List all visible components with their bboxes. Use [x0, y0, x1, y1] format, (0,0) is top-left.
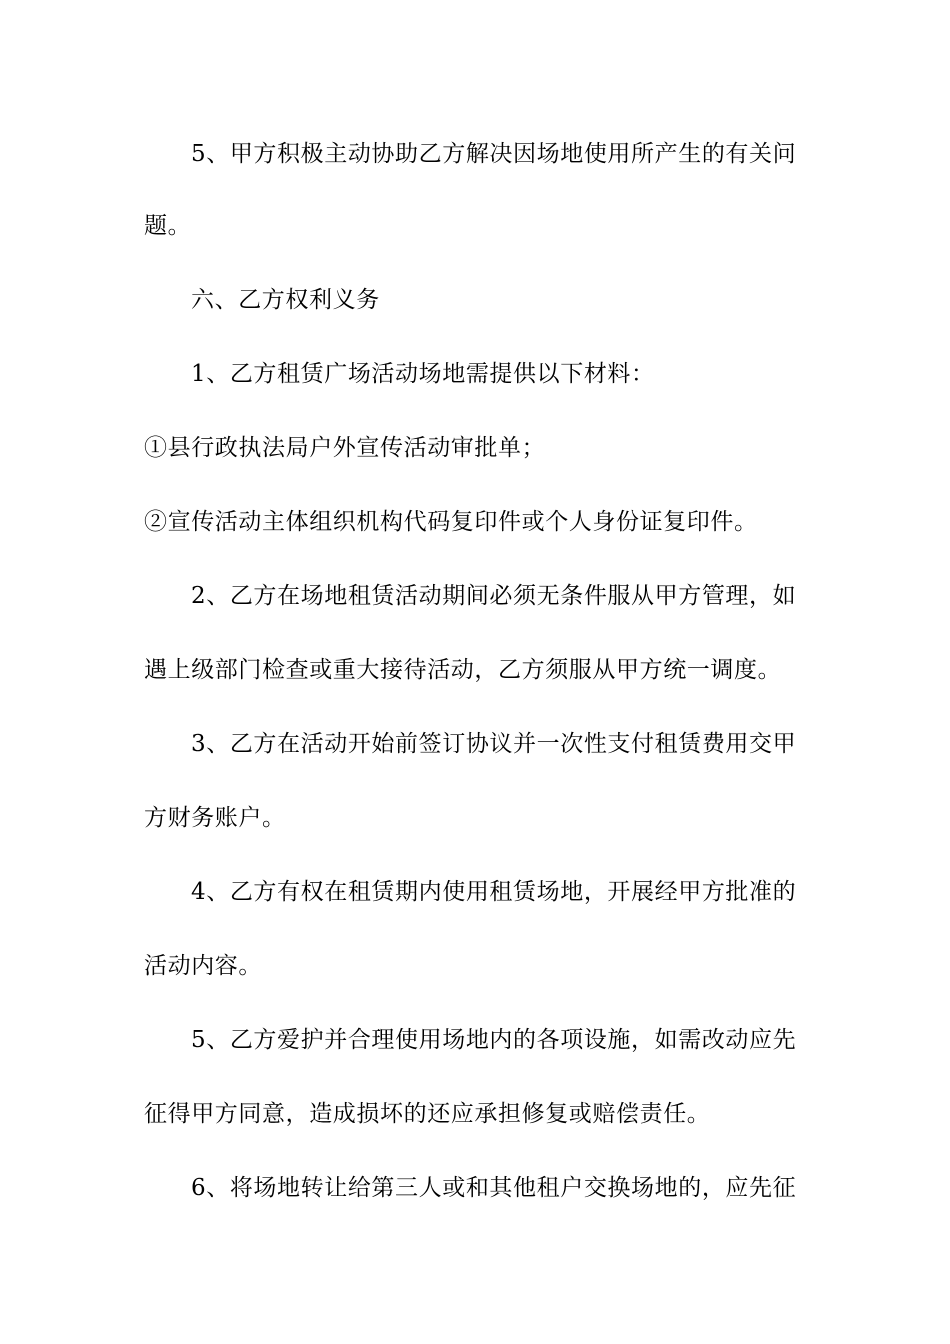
paragraph-line: 5、乙方爱护并合理使用场地内的各项设施，如需改动应先: [191, 1027, 797, 1053]
paragraph-line: 6、将场地转让给第三人或和其他租户交换场地的，应先征: [191, 1175, 797, 1201]
paragraph-line: 1、乙方租赁广场活动场地需提供以下材料：: [191, 361, 655, 387]
section-heading: 六、乙方权利义务: [191, 287, 380, 313]
paragraph-line: 活动内容。: [144, 953, 262, 979]
paragraph-line: 遇上级部门检查或重大接待活动，乙方须服从甲方统一调度。: [144, 657, 782, 683]
list-item: ①县行政执法局户外宣传活动审批单；: [144, 435, 546, 461]
paragraph-line: 2、乙方在场地租赁活动期间必须无条件服从甲方管理，如: [191, 583, 797, 609]
paragraph-line: 方财务账户。: [144, 805, 286, 831]
paragraph-line: 4、乙方有权在租赁期内使用租赁场地，开展经甲方批准的: [191, 879, 797, 905]
paragraph-line: 征得甲方同意，造成损坏的还应承担修复或赔偿责任。: [144, 1101, 711, 1127]
paragraph-line: 题。: [144, 213, 192, 239]
list-item: ②宣传活动主体组织机构代码复印件或个人身份证复印件。: [144, 509, 758, 535]
paragraph-line: 5、甲方积极主动协助乙方解决因场地使用所产生的有关问: [191, 141, 797, 167]
paragraph-line: 3、乙方在活动开始前签订协议并一次性支付租赁费用交甲: [191, 731, 797, 757]
